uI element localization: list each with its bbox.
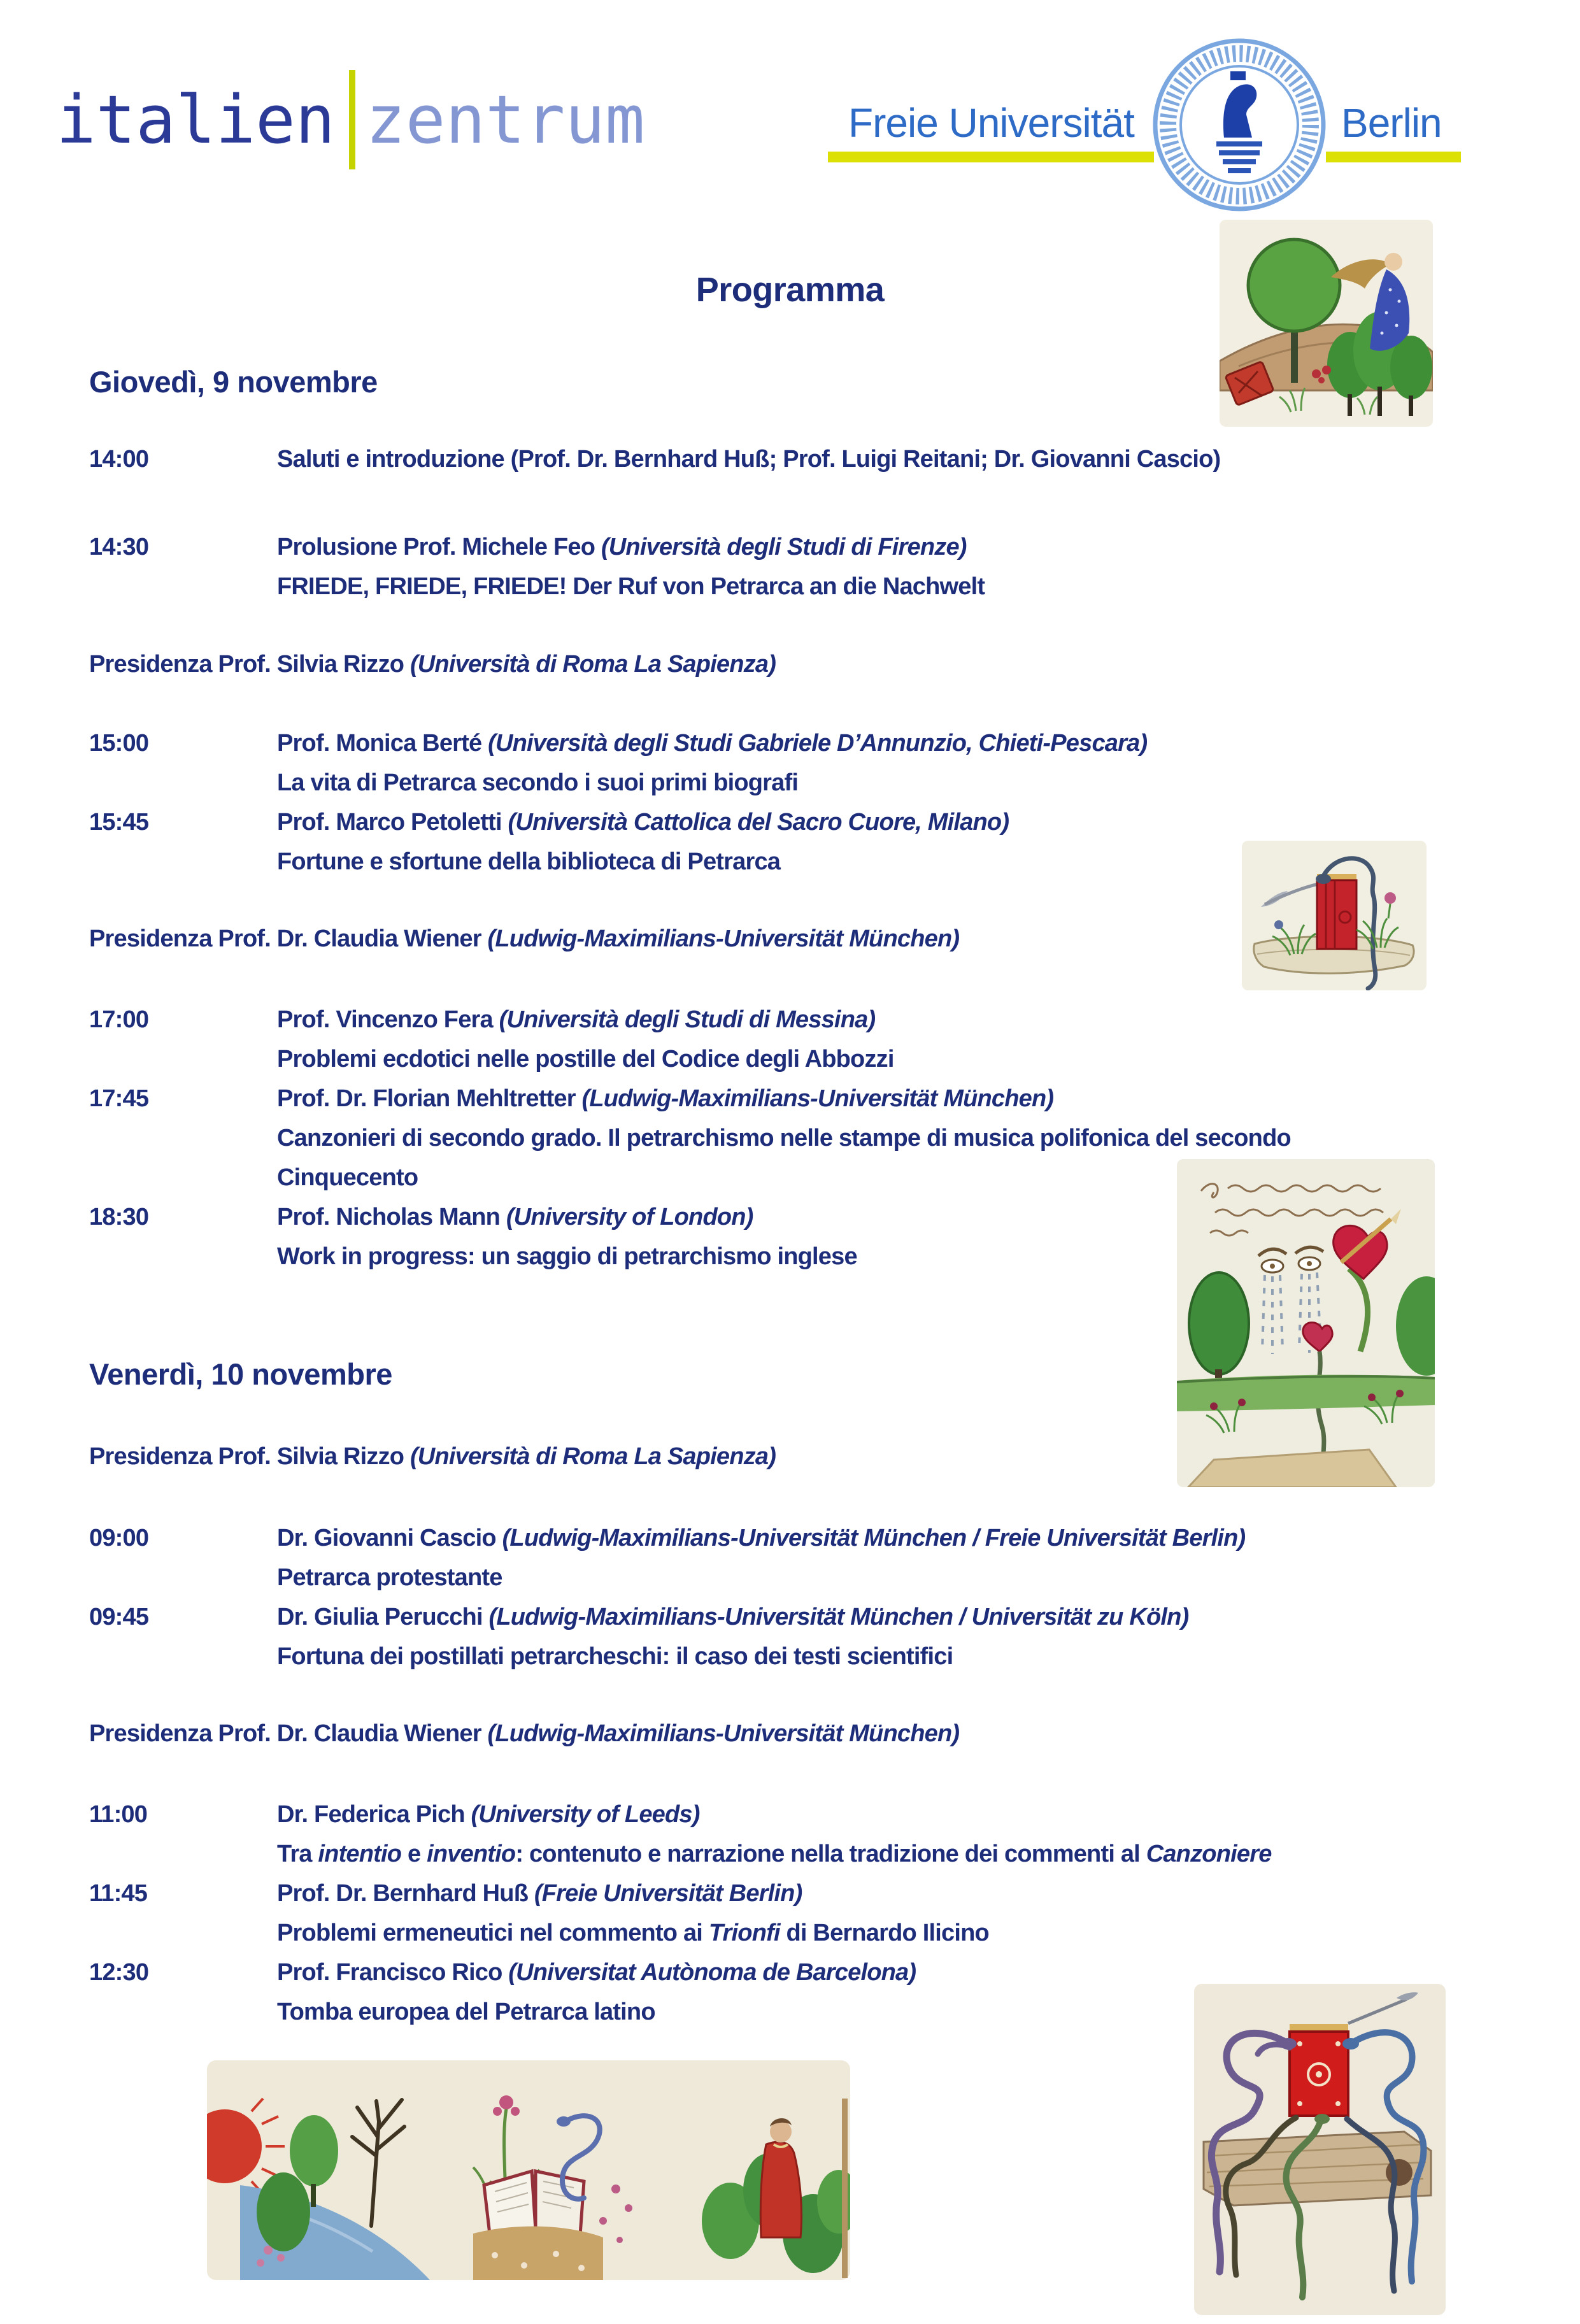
chair-row xyxy=(89,1443,776,1471)
program-row xyxy=(277,1920,989,1947)
session-affiliation: (University of Leeds) xyxy=(471,1801,700,1828)
session-text: Prof. Francisco Rico xyxy=(277,1959,509,1986)
session-time: 09:45 xyxy=(89,1604,149,1630)
program-row xyxy=(89,1604,1189,1631)
session-text: Saluti e introduzione (Prof. Dr. Bernhard Huß; Prof. Luigi Reitani; Dr. Giovanni Cascio) xyxy=(277,446,1221,473)
program-row xyxy=(89,1085,1054,1113)
program-row xyxy=(89,809,1009,836)
session-affiliation: (Ludwig-Maximilians-Universität München) xyxy=(581,1085,1054,1112)
session-time: 11:00 xyxy=(89,1801,148,1828)
miniature-red-book-quill-ledge xyxy=(1242,841,1427,990)
session-text: Tomba europea del Petrarca latino xyxy=(277,1999,655,2025)
session-affiliation: (Università degli Studi Gabriele D’Annunzio, Chieti-Pescara) xyxy=(488,730,1148,757)
session-text: Problemi ecdotici nelle postille del Codice degli Abbozzi xyxy=(277,1046,894,1073)
session-affiliation: (University of London) xyxy=(506,1204,753,1230)
miniature-crying-eyes-heart-flowers xyxy=(1177,1159,1435,1487)
program-row xyxy=(277,1999,655,2026)
session-text: Prof. Marco Petoletti xyxy=(277,809,508,836)
session-text-italic: Canzoniere xyxy=(1146,1841,1272,1867)
session-time: 17:00 xyxy=(89,1006,149,1033)
program-row xyxy=(277,769,798,797)
fu-seal-svg xyxy=(1150,36,1328,214)
fu-underline-right xyxy=(1326,152,1461,162)
session-affiliation: (Universitat Autònoma de Barcelona) xyxy=(508,1959,916,1986)
session-time: 12:30 xyxy=(89,1959,149,1986)
program-row xyxy=(277,1243,857,1271)
session-text: Dr. Federica Pich xyxy=(277,1801,471,1828)
session-text: Cinquecento xyxy=(277,1164,418,1191)
session-text: Petrarca protestante xyxy=(277,1564,502,1591)
session-time: 14:30 xyxy=(89,534,149,560)
program-row xyxy=(89,1801,700,1829)
day-heading-thursday: Giovedì, 9 novembre xyxy=(89,365,378,399)
program-row xyxy=(89,1525,1246,1552)
miniature-red-book-with-snakes xyxy=(1194,1984,1446,2315)
session-text: : contenuto e narrazione nella tradizione dei commenti al xyxy=(515,1841,1146,1867)
program-row xyxy=(277,1164,418,1192)
session-text: Prolusione Prof. Michele Feo xyxy=(277,534,601,560)
session-text: Dr. Giulia Perucchi xyxy=(277,1604,489,1630)
chair-text: Presidenza Prof. Dr. Claudia Wiener xyxy=(89,925,488,952)
session-affiliation: (Università degli Studi di Messina) xyxy=(499,1006,876,1033)
italienzentrum-logo xyxy=(56,64,645,175)
miniature-garden-with-lady xyxy=(1220,220,1433,427)
chair-text: Presidenza Prof. Dr. Claudia Wiener xyxy=(89,1720,488,1747)
session-text: Prof. Dr. Florian Mehltretter xyxy=(277,1085,582,1112)
session-text: di Bernardo Ilicino xyxy=(779,1920,989,1946)
session-text: Prof. Monica Berté xyxy=(277,730,488,757)
program-row xyxy=(277,1841,1272,1868)
page-title: Programma xyxy=(695,271,885,309)
session-time: 11:45 xyxy=(89,1880,148,1907)
program-row xyxy=(89,1959,916,1986)
fu-wordmark-berlin: Berlin xyxy=(1341,100,1442,146)
chair-affiliation: (Università di Roma La Sapienza) xyxy=(409,1443,776,1470)
session-text: Fortune e sfortune della biblioteca di Petrarca xyxy=(277,848,781,875)
fu-underline-left xyxy=(828,152,1154,162)
program-row xyxy=(277,1046,894,1073)
miniature-landscape-strip-with-book-and-lady xyxy=(207,2060,850,2280)
session-text: Prof. Vincenzo Fera xyxy=(277,1006,499,1033)
session-text: Prof. Nicholas Mann xyxy=(277,1204,506,1230)
program-row xyxy=(89,446,1221,473)
session-affiliation: (Università Cattolica del Sacro Cuore, Milano) xyxy=(508,809,1009,836)
program-row xyxy=(89,1204,753,1231)
fu-wordmark-freie-universitaet: Freie Universität xyxy=(848,100,1134,146)
session-affiliation: (Freie Universität Berlin) xyxy=(534,1880,802,1907)
session-text: Prof. Dr. Bernhard Huß xyxy=(277,1880,534,1907)
session-time: 14:00 xyxy=(89,446,149,473)
session-affiliation: (Ludwig-Maximilians-Universität München / Universität zu Köln) xyxy=(488,1604,1189,1630)
program-row xyxy=(89,1880,802,1907)
session-time: 18:30 xyxy=(89,1204,149,1230)
program-row xyxy=(89,730,1148,757)
session-text: FRIEDE, FRIEDE, FRIEDE! Der Ruf von Petrarca an die Nachwelt xyxy=(277,573,985,600)
chair-row xyxy=(89,925,959,953)
session-time: 15:45 xyxy=(89,809,149,836)
session-affiliation: (Università degli Studi di Firenze) xyxy=(601,534,967,560)
program-row xyxy=(89,534,967,561)
program-row xyxy=(277,1564,502,1592)
logo-word-italien: italien xyxy=(56,80,336,159)
chair-affiliation: (Ludwig-Maximilians-Universität München) xyxy=(487,925,960,952)
session-text: Work in progress: un saggio di petrarchismo inglese xyxy=(277,1243,857,1270)
chair-text: Presidenza Prof. Silvia Rizzo xyxy=(89,651,410,678)
session-text: Tra xyxy=(277,1841,318,1867)
program-row xyxy=(277,573,985,601)
session-text: La vita di Petrarca secondo i suoi primi biografi xyxy=(277,769,799,796)
session-text: e xyxy=(401,1841,427,1867)
session-text: Problemi ermeneutici nel commento ai xyxy=(277,1920,709,1946)
session-time: 09:00 xyxy=(89,1525,149,1551)
session-text-italic: intentio xyxy=(318,1841,402,1867)
chair-row xyxy=(89,651,776,678)
chair-row xyxy=(89,1720,959,1748)
logo-word-zentrum: zentrum xyxy=(366,80,645,159)
session-text: Fortuna dei postillati petrarcheschi: il caso dei testi scientifici xyxy=(277,1643,953,1670)
session-time: 17:45 xyxy=(89,1085,149,1112)
program-row xyxy=(89,1006,876,1034)
chair-affiliation: (Università di Roma La Sapienza) xyxy=(409,651,776,678)
session-text-italic: inventio xyxy=(427,1841,516,1867)
chair-affiliation: (Ludwig-Maximilians-Universität München) xyxy=(487,1720,960,1747)
session-text: Dr. Giovanni Cascio xyxy=(277,1525,502,1551)
day-heading-friday: Venerdì, 10 novembre xyxy=(89,1357,392,1391)
fu-berlin-seal-icon xyxy=(1150,36,1328,214)
logo-divider-bar xyxy=(349,70,355,169)
session-text-italic: Trionfi xyxy=(708,1920,780,1946)
program-row xyxy=(277,848,780,876)
session-time: 15:00 xyxy=(89,730,149,757)
program-row xyxy=(277,1643,953,1671)
chair-text: Presidenza Prof. Silvia Rizzo xyxy=(89,1443,410,1470)
session-affiliation: (Ludwig-Maximilians-Universität München / Freie Universität Berlin) xyxy=(502,1525,1246,1551)
session-text: Canzonieri di secondo grado. Il petrarchismo nelle stampe di musica polifonica del secondo xyxy=(277,1125,1291,1151)
program-row xyxy=(277,1125,1291,1152)
